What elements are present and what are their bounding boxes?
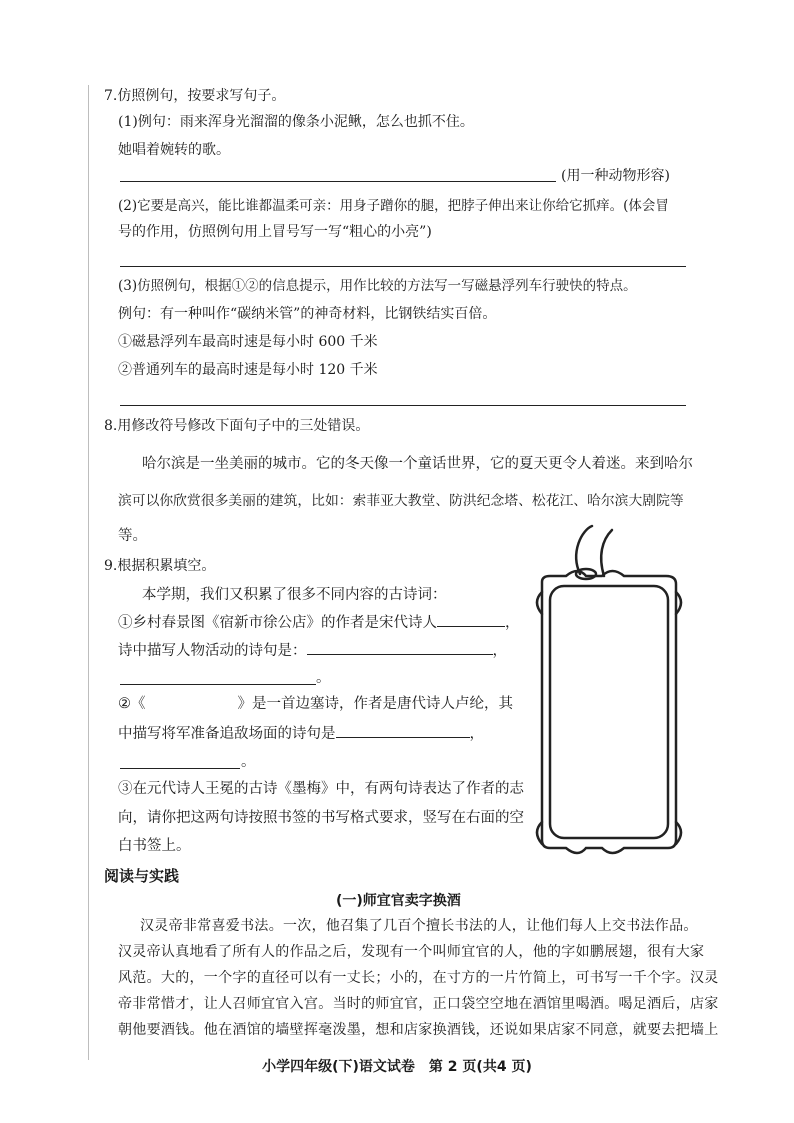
q9-item2-a-rest: 》是一首边塞诗，作者是唐代诗人卢纶，其 <box>237 696 513 712</box>
q9-item1-poet-blank[interactable] <box>437 626 505 627</box>
story-line-3: 风范。大的，一个字的直径可以有一丈长；小的，在寸方的一片竹简上，可书写一千个字。汉灵 <box>118 970 719 986</box>
q7-part3-answer-line[interactable] <box>120 405 686 406</box>
q9-item2-b-text: 中描写将军准备追敌场面的诗句是 <box>118 726 336 742</box>
q8-passage-line3: 等。 <box>118 528 147 544</box>
q9-item2-a-open: ②《 <box>118 696 146 712</box>
bookmark-outer-frame <box>542 571 676 853</box>
q9-item2-verse-blank-2[interactable] <box>120 768 240 769</box>
bookmark-inner-panel <box>550 586 668 838</box>
story-line-5: 朝他要酒钱。他在酒馆的墙壁挥毫泼墨，想和店家换酒钱，还说如果店家不同意，就要去把墙上 <box>118 1022 719 1038</box>
q9-item3-line2: 向，请你把这两句诗按照书签的书写格式要求，竖写在右面的空 <box>118 810 524 826</box>
q7-part3-example: 例句：有一种叫作“碳纳米管”的神奇材料，比钢铁结实百倍。 <box>118 306 497 322</box>
q9-item1-a-comma: ， <box>505 615 520 631</box>
q7-part1-stem: 她唱着婉转的歌。 <box>118 142 230 158</box>
q9-item2-verse-blank-1[interactable] <box>336 737 470 738</box>
q8-passage-line1: 哈尔滨是一坐美丽的城市。它的冬天像一个童话世界，它的夏天更令人着迷。来到哈尔 <box>142 456 693 472</box>
q7-part3-info2: ②普通列车的最高时速是每小时 120 千米 <box>118 362 378 378</box>
story-title: (一)师宜官卖字换酒 <box>336 893 461 909</box>
q9-item1-verse-blank-1[interactable] <box>307 654 493 655</box>
q9-item1-b-text: 诗中描写人物活动的诗句是： <box>118 643 307 659</box>
q7-part1-example: (1)例句：雨来浑身光溜溜的像条小泥鳅，怎么也抓不住。 <box>118 114 474 130</box>
story-line-1: 汉灵帝非常喜爱书法。一次，他召集了几百个擅长书法的人，让他们每人上交书法作品。 <box>140 918 698 934</box>
q9-item1-b-comma: ， <box>492 643 507 659</box>
q9-item2-b-comma: ， <box>469 726 484 742</box>
bookmark-string-right <box>601 530 612 576</box>
q9-item1-b <box>118 641 507 661</box>
q9-item2-a <box>118 694 513 714</box>
q9-item3-line1: ③在元代诗人王冕的古诗《墨梅》中，有两句诗表达了作者的志 <box>118 781 524 797</box>
q7-part2-answer-line[interactable] <box>120 266 686 267</box>
q7-part1-answer-line[interactable] <box>120 181 556 182</box>
bookmark-string-left <box>576 526 592 574</box>
q9-title: 9.根据积累填空。 <box>104 558 216 574</box>
q9-item1-verse-blank-2[interactable] <box>120 684 316 685</box>
q9-item2-period: 。 <box>241 754 256 770</box>
story-line-4: 帝非常惜才，让人召师宜官入宫。当时的师宜官，正口袋空空地在酒馆里喝酒。喝足酒后，店家 <box>118 996 719 1012</box>
q9-item3-line3: 白书签上。 <box>118 838 191 854</box>
q9-item2-b <box>118 724 484 744</box>
margin-line <box>88 85 89 1060</box>
q9-intro: 本学期，我们又积累了很多不同内容的古诗词： <box>142 587 447 603</box>
bookmark-writing-area[interactable] <box>520 522 696 872</box>
q9-item1-a-text: ①乡村春景图《宿新市徐公店》的作者是宋代诗人 <box>118 615 437 631</box>
q7-part2-line1: (2)它要是高兴，能比谁都温柔可亲：用身子蹭你的腿，把脖子伸出来让你给它抓痒。(体会冒 <box>118 198 669 214</box>
reading-section-title: 阅读与实践 <box>104 867 180 885</box>
q8-title: 8.用修改符号修改下面句子中的三处错误。 <box>104 418 370 434</box>
q8-passage-line2: 滨可以你欣赏很多美丽的建筑，比如：索菲亚大教堂、防洪纪念塔、松花江、哈尔滨大剧院等 <box>118 493 684 509</box>
q7-part3-line1: (3)仿照例句，根据①②的信息提示，用作比较的方法写一写磁悬浮列车行驶快的特点。 <box>118 278 637 294</box>
story-line-2: 汉灵帝认真地看了所有人的作品之后，发现有一个叫师宜官的人，他的字如鹏展翅，很有大家 <box>118 944 705 960</box>
q7-part1-hint: (用一种动物形容) <box>561 168 670 184</box>
q9-item1-a <box>118 613 520 633</box>
page-footer: 小学四年级(下)语文试卷 第 2 页(共4 页) <box>262 1059 532 1075</box>
q7-part3-info1: ①磁悬浮列车最高时速是每小时 600 千米 <box>118 334 378 350</box>
q9-item1-period: 。 <box>316 670 331 686</box>
q7-title: 7.仿照例句，按要求写句子。 <box>104 88 286 104</box>
q7-part2-line2: 号的作用，仿照例句用上冒号写一写“粗心的小亮”) <box>118 224 432 240</box>
